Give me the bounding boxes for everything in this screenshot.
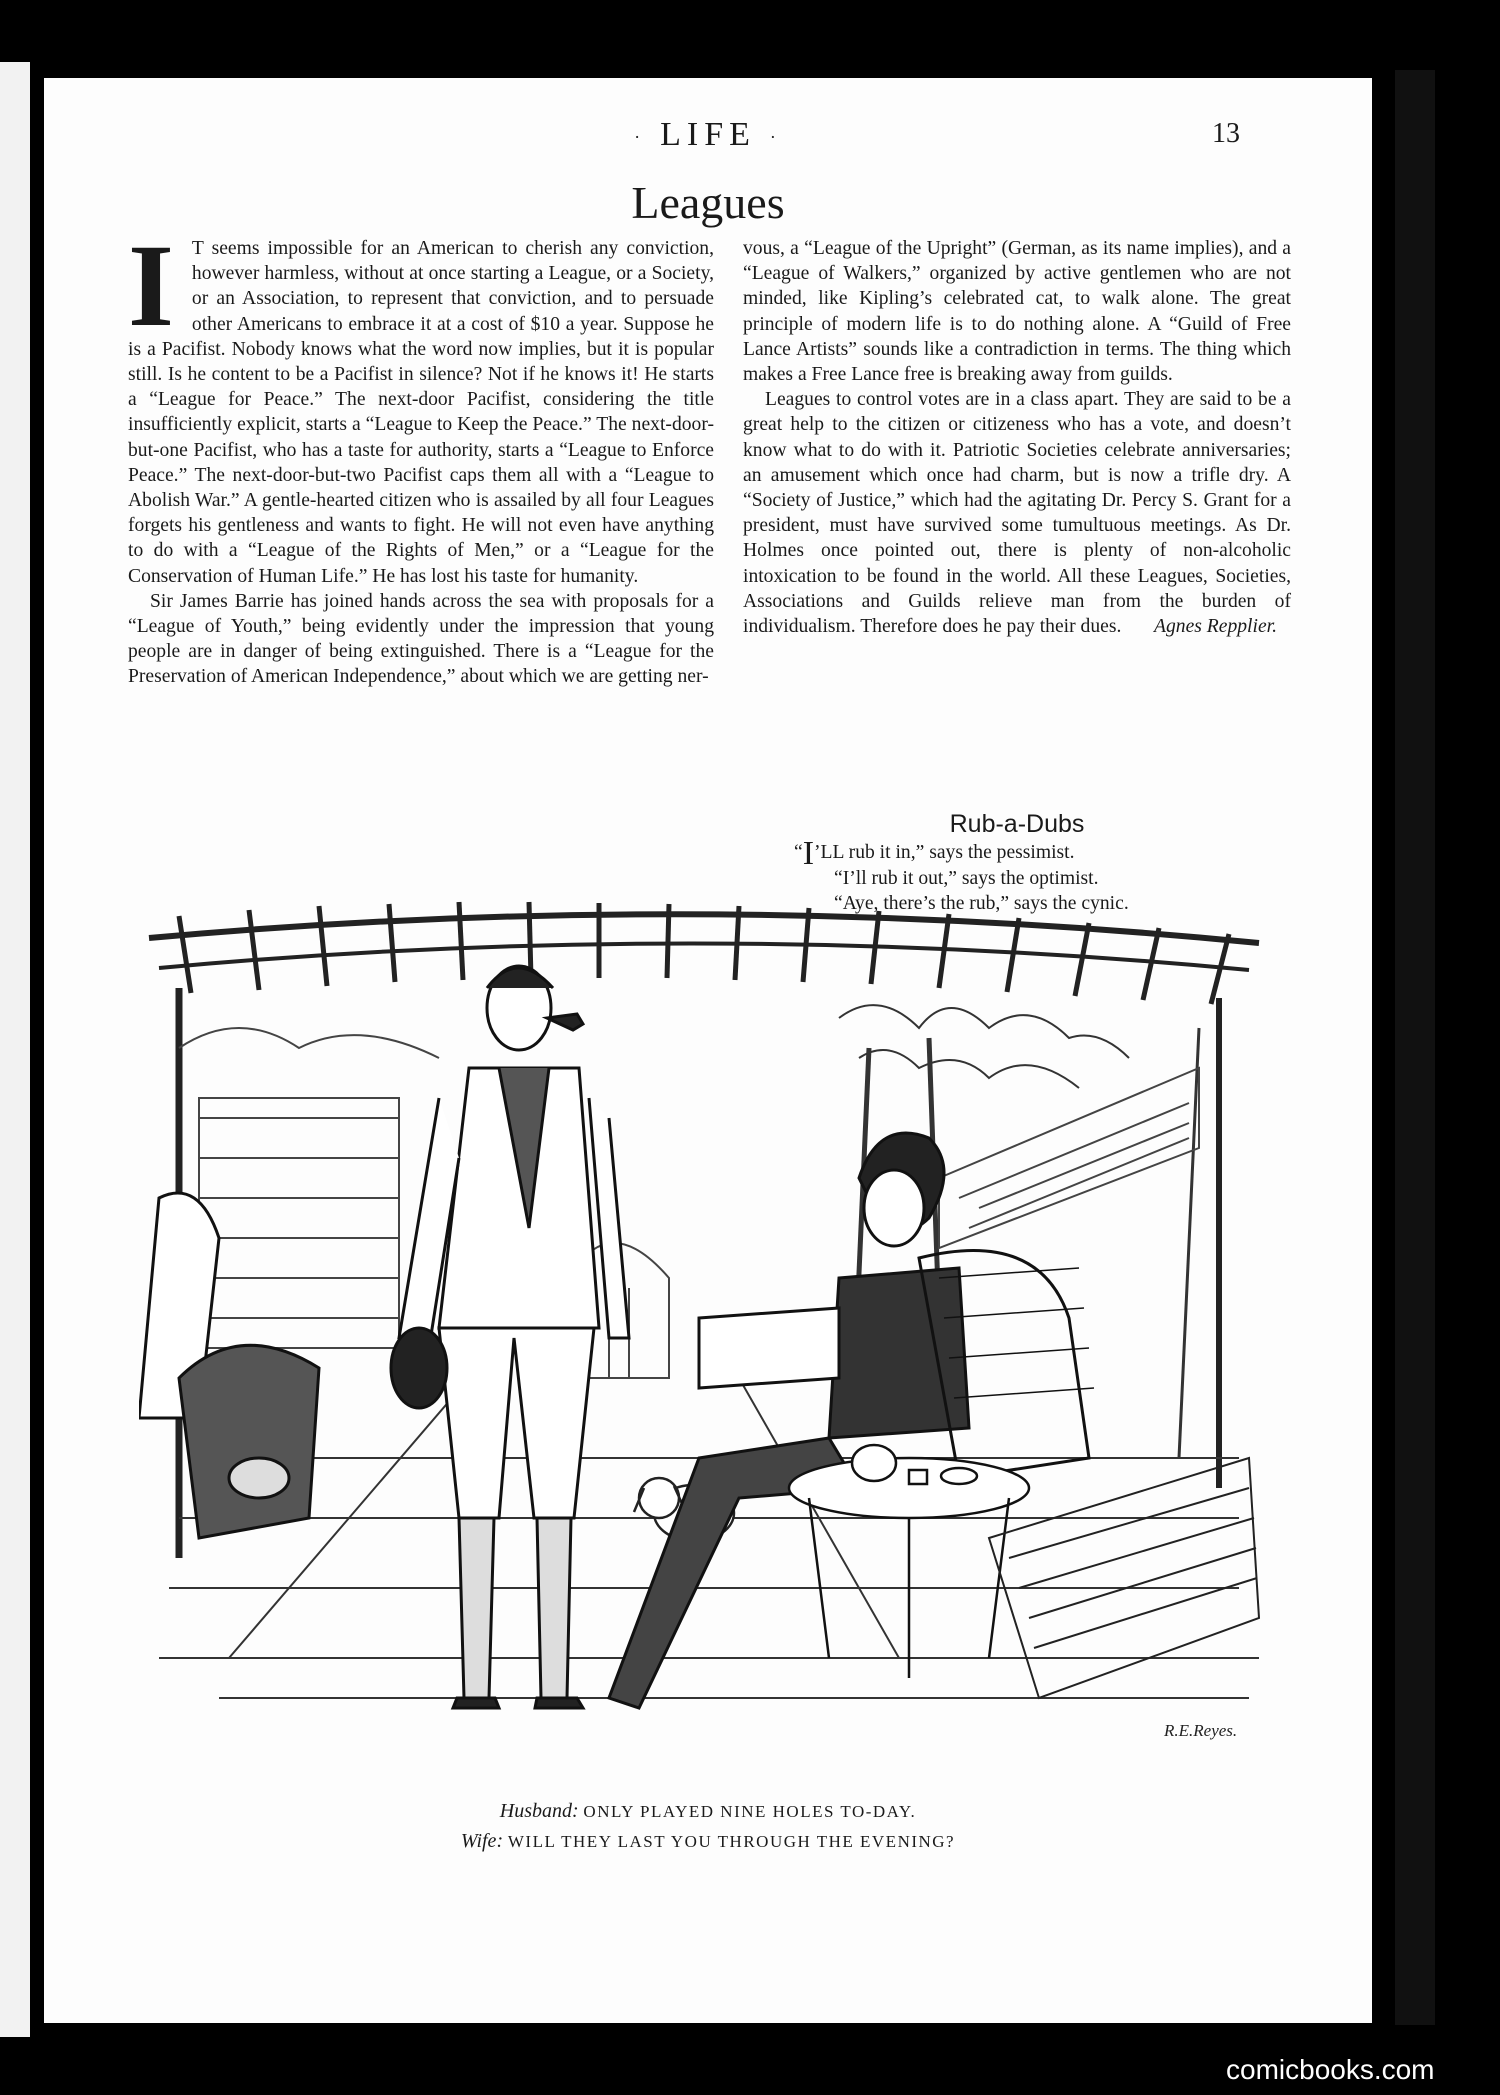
masthead-title: LIFE xyxy=(660,116,756,153)
adjacent-page-edge xyxy=(0,62,30,2037)
article-title: Leagues xyxy=(631,177,785,228)
verse-initial: I xyxy=(802,835,815,872)
caption-text: WILL THEY LAST YOU THROUGH THE EVENING? xyxy=(507,1832,956,1851)
verse-title: Rub-a-Dubs xyxy=(949,810,1085,838)
masthead-dot-left: · xyxy=(634,126,647,147)
caption-speaker: Wife: xyxy=(460,1830,504,1852)
article-paragraph xyxy=(128,220,714,589)
author-byline: Agnes Repplier. xyxy=(1154,616,1277,638)
cartoon-illustration xyxy=(139,898,1287,1764)
verse-line: “I’LL rub it in,” says the pessimist. xyxy=(794,835,1075,872)
watermark-text: comicbooks.com xyxy=(1226,2054,1435,2085)
artist-signature: R.E.Reyes. xyxy=(1164,1721,1238,1740)
caption-text: ONLY PLAYED NINE HOLES TO-DAY. xyxy=(583,1802,917,1821)
article-paragraph: vous, a “League of the Upright” (German, as its name implies), and a “League of Walkers,” organized by active gentlemen who are not minded, like Kipling’s celebrated cat, to walk alone. The great principle of modern life is to do nothing alone. A “Guild of Free Lance Artists” sounds like a contradiction in terms. The thing which makes a Free Lance free is breaking away from guilds. xyxy=(743,238,1291,386)
caption-line-husband xyxy=(44,1800,1372,1823)
page-number: 13 xyxy=(1212,118,1240,149)
article-paragraph: Sir James Barrie has joined hands across the sea with proposals for a “League of Youth,” being evidently under the impression that young people are in danger of being extinguished. There is a “League for the Preservation of American Independence,” about which we are getting ner- xyxy=(128,590,714,688)
magazine-page xyxy=(44,78,1372,2023)
masthead-dot-right: · xyxy=(769,126,782,147)
article-column-left xyxy=(128,220,714,690)
verse-line: “Aye, there’s the rub,” says the cynic. xyxy=(834,893,1129,914)
masthead xyxy=(44,116,1372,154)
article-paragraph: Leagues to control votes are in a class apart. They are said to be a great help to the citizen or citizeness who has a vote, and doesn’t know what to do with it. Patriotic Societies celebrate anniversaries; an amusement which once had charm, but is now a trifle dry. A “Society of Justice,” which had the agitating Dr. Percy S. Grant for a president, must have survived some tumultuous meetings. As Dr. Holmes once pointed out, there is plenty of non-alcoholic intoxication to be found in the world. All these Leagues, Societies, Associations and Guilds relieve man from the burden of individualism. Therefore does he pay their dues. xyxy=(743,389,1291,638)
caption-speaker: Husband: xyxy=(499,1800,579,1822)
page-shadow xyxy=(1395,70,1435,2025)
article-paragraph-text: T seems impossible for an American to cherish any conviction, however harmless, without at once starting a League, or a Society, or an Association, to represent that conviction, and to persuade other Americans to embrace it at a cost of $10 a year. Suppose he is a Pacifist. Nobody knows what the word now implies, but it is popular still. Is he content to be a Pacifist in silence? Not if he knows it! He starts a “League for Peace.” The next-door Pacifist, considering the title insufficiently explicit, starts a “League to Keep the Peace.” The next-door-but-one Pacifist, who has a taste for authority, starts a “League to Enforce Peace.” The next-door-but-two Pacifist caps them all with a “League to Abolish War.” A gentle-hearted citizen who is assailed by all four Leagues forgets his gentleness and wants to fight. He will not even have anything to do with a “League of the Rights of Men,” or a “League for the Conservation of Human Life.” He has lost his taste for humanity. xyxy=(128,238,714,587)
verse-line: “I’ll rub it out,” says the optimist. xyxy=(834,868,1099,889)
article-column-right xyxy=(743,236,1291,639)
caption-line-wife xyxy=(44,1830,1372,1853)
drop-cap: I xyxy=(128,220,174,351)
